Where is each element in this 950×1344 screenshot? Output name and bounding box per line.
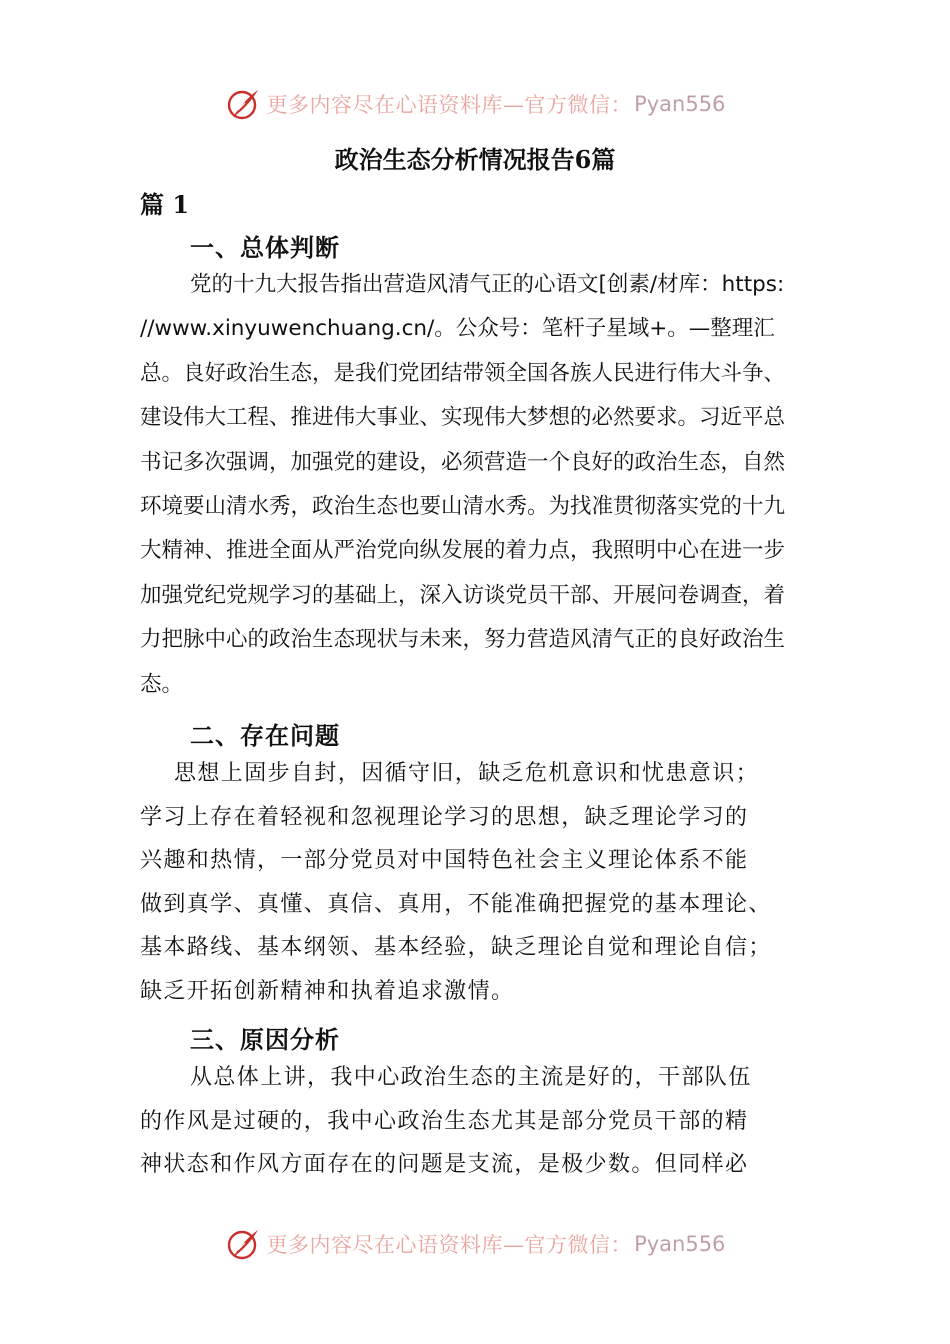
header-banner [0, 82, 950, 126]
banner-wechat-id: Pyan556 [634, 1232, 726, 1256]
section-body-causes [140, 1056, 830, 1187]
section-body-overall [140, 263, 830, 707]
document-title: 政治生态分析情况报告6篇 [334, 145, 616, 174]
section-heading-causes: 三、原因分析 [190, 1025, 340, 1054]
banner-text: 更多内容尽在心语资料库—官方微信： [266, 93, 633, 117]
body-line: 环境要山清水秀，政治生态也要山清水秀。为找准贯彻落实党的十九 [140, 494, 786, 520]
body-line: 态。 [140, 671, 184, 697]
body-line: 总。良好政治生态，是我们党团结带领全国各族人民进行伟大斗争、 [140, 360, 786, 386]
body-line: 思想上固步自封，因循守旧，缺乏危机意识和忧患意识； [174, 761, 760, 786]
banner-wechat-id: Pyan556 [634, 92, 726, 116]
body-line: 加强党纪党规学习的基础上，深入访谈党员干部、开展问卷调查，着 [140, 582, 786, 608]
banner-text: 更多内容尽在心语资料库—官方微信： [266, 1233, 633, 1257]
body-line: 党的十九大报告指出营造风清气正的心语文[创素/材库：https: [190, 272, 785, 297]
body-line: 做到真学、真懂、真信、真用，不能准确把握党的基本理论、 [140, 891, 772, 917]
quill-logo-icon [225, 1226, 261, 1262]
body-line: 学习上存在着轻视和忽视理论学习的思想，缺乏理论学习的 [140, 804, 749, 830]
body-line: 书记多次强调，加强党的建设，必须营造一个良好的政治生态，自然 [140, 449, 786, 475]
body-line: 兴趣和热情，一部分党员对中国特色社会主义理论体系不能 [140, 848, 749, 873]
body-line: 力把脉中心的政治生态现状与未来，努力营造风清气正的良好政治生 [140, 627, 786, 653]
body-line: 大精神、推进全面从严治党向纵发展的着力点，我照明中心在进一步 [140, 538, 786, 564]
body-line: 缺乏开拓创新精神和执着追求激情。 [140, 978, 515, 1004]
section-heading-overall: 一、总体判断 [190, 233, 340, 262]
section-heading-problems: 二、存在问题 [190, 721, 340, 750]
article-label: 篇 1 [140, 190, 190, 219]
body-line: 建设伟大工程、推进伟大事业、实现伟大梦想的必然要求。习近平总 [140, 405, 786, 431]
footer-banner [0, 1222, 950, 1266]
body-line: 神状态和作风方面存在的问题是支流，是极少数。但同样必 [140, 1152, 749, 1177]
body-line: 的作风是过硬的，我中心政治生态尤其是部分党员干部的精 [140, 1108, 749, 1134]
body-line: 基本路线、基本纲领、基本经验，缺乏理论自觉和理论自信； [140, 935, 772, 960]
section-body-problems [140, 752, 830, 1013]
body-line: 从总体上讲，我中心政治生态的主流是好的，干部队伍 [190, 1065, 752, 1090]
body-line: //www.xinyuwenchuang.cn/。公众号：笔杆子星域+。—整理汇 [140, 316, 775, 342]
quill-logo-icon [225, 86, 261, 122]
